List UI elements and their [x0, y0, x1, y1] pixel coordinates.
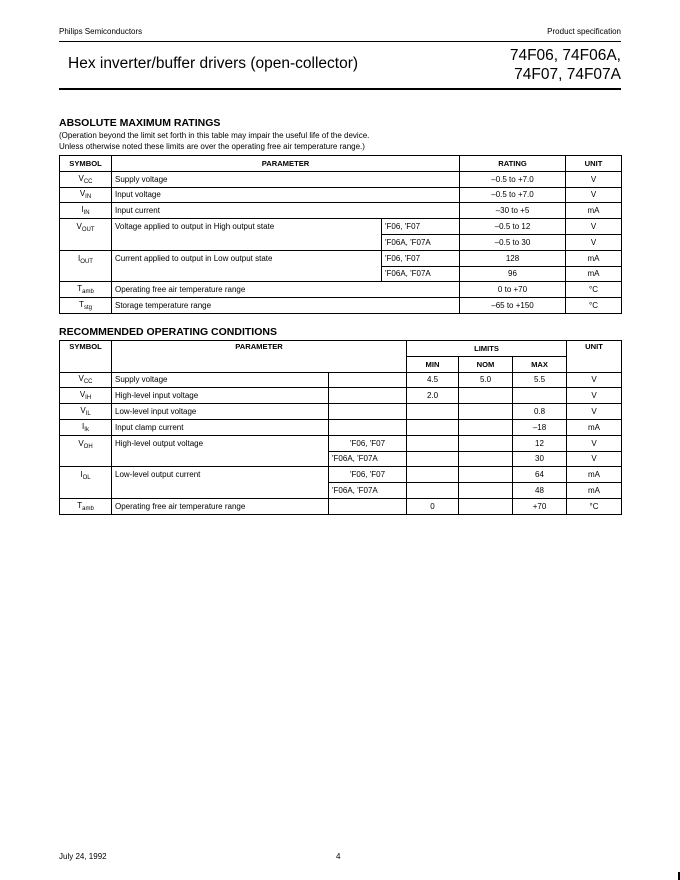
amr-col-unit: UNIT — [566, 156, 622, 172]
table-row — [60, 388, 622, 404]
table-row — [60, 250, 622, 266]
parameter-cell: High-level input voltage — [112, 388, 329, 404]
max-cell: 30 — [513, 451, 567, 467]
parameter-cell: Input clamp current — [112, 419, 329, 435]
rating-cell: 0 to +70 — [460, 282, 566, 298]
symbol-cell: $I_{Ik}$ — [60, 419, 112, 435]
roc-section-title: RECOMMENDED OPERATING CONDITIONS — [59, 326, 277, 338]
parameter-cell: Operating free air temperature range — [112, 498, 329, 514]
symbol-cell: $T_{stg}$ — [60, 298, 112, 314]
condition-cell: 'F06, 'F07 — [329, 435, 407, 451]
rating-cell: –0.5 to +7.0 — [460, 187, 566, 203]
unit-cell: V — [566, 219, 622, 235]
header-bottom-rule — [59, 88, 621, 90]
table-row — [60, 467, 622, 483]
amr-col-symbol: SYMBOL — [60, 156, 112, 172]
symbol-cell: $V_{IH}$ — [60, 388, 112, 404]
parameter-cell: Input voltage — [112, 187, 460, 203]
condition-cell — [329, 404, 407, 420]
unit-cell: V — [567, 404, 622, 420]
symbol-cell: $T_{amb}$ — [60, 498, 112, 514]
document-type: Product specification — [547, 27, 621, 36]
rating-cell: 128 — [460, 250, 566, 266]
amr-table — [59, 155, 622, 314]
condition-cell — [329, 498, 407, 514]
unit-cell: V — [567, 435, 622, 451]
roc-col-min: MIN — [407, 356, 459, 372]
symbol-cell: $V_{IN}$ — [60, 187, 112, 203]
nom-cell: 5.0 — [459, 372, 513, 388]
part-numbers — [510, 46, 621, 84]
amr-note — [59, 131, 369, 152]
table-row — [60, 435, 622, 451]
company-name: Philips Semiconductors — [59, 27, 143, 36]
max-cell: –18 — [513, 419, 567, 435]
symbol-cell: $T_{amb}$ — [60, 282, 112, 298]
max-cell: 64 — [513, 467, 567, 483]
symbol-cell: $I_{IN}$ — [60, 203, 112, 219]
roc-col-limits: LIMITS — [407, 341, 567, 357]
table-row — [60, 282, 622, 298]
unit-cell: V — [567, 451, 622, 467]
unit-cell: °C — [566, 298, 622, 314]
nom-cell — [459, 483, 513, 499]
symbol-cell: $I_{OL}$ — [60, 467, 112, 499]
roc-col-nom: NOM — [459, 356, 513, 372]
nom-cell — [459, 498, 513, 514]
parameter-cell: Supply voltage — [112, 171, 460, 187]
min-cell — [407, 451, 459, 467]
nom-cell — [459, 404, 513, 420]
table-row — [60, 419, 622, 435]
unit-cell: V — [566, 187, 622, 203]
rating-cell: 96 — [460, 266, 566, 282]
unit-cell: °C — [566, 282, 622, 298]
condition-cell: 'F06A, 'F07A — [329, 451, 407, 467]
rating-cell: –0.5 to 12 — [460, 219, 566, 235]
min-cell — [407, 419, 459, 435]
table-row — [60, 498, 622, 514]
nom-cell — [459, 419, 513, 435]
condition-cell — [329, 388, 407, 404]
parameter-cell: Low-level output current — [112, 467, 329, 499]
min-cell — [407, 404, 459, 420]
part-numbers-line-1: 74F06, 74F06A, — [509, 47, 621, 64]
rating-cell: –65 to +150 — [460, 298, 566, 314]
condition-cell: 'F06A, 'F07A — [382, 266, 460, 282]
condition-cell: 'F06, 'F07 — [382, 219, 460, 235]
parameter-cell: Operating free air temperature range — [112, 282, 460, 298]
rating-cell: –30 to +5 — [460, 203, 566, 219]
unit-cell: V — [566, 171, 622, 187]
parameter-cell: Voltage applied to output in High output state — [112, 219, 382, 251]
symbol-cell: $I_{OUT}$ — [60, 250, 112, 282]
roc-col-symbol: SYMBOL — [60, 341, 112, 373]
unit-cell: mA — [567, 467, 622, 483]
symbol-cell: $V_{IL}$ — [60, 404, 112, 420]
table-row — [60, 203, 622, 219]
max-cell: 0.8 — [513, 404, 567, 420]
condition-cell: 'F06A, 'F07A — [382, 234, 460, 250]
condition-cell — [329, 372, 407, 388]
header-top-rule — [59, 41, 621, 42]
table-row — [60, 171, 622, 187]
unit-cell: mA — [566, 203, 622, 219]
max-cell: 48 — [513, 483, 567, 499]
max-cell: 12 — [513, 435, 567, 451]
amr-col-parameter: PARAMETER — [112, 156, 460, 172]
min-cell — [407, 483, 459, 499]
parameter-cell: Storage temperature range — [112, 298, 460, 314]
symbol-cell: $V_{CC}$ — [60, 372, 112, 388]
roc-table — [59, 340, 622, 515]
condition-cell — [329, 419, 407, 435]
table-row — [60, 372, 622, 388]
nom-cell — [459, 388, 513, 404]
max-cell: +70 — [513, 498, 567, 514]
min-cell: 2.0 — [407, 388, 459, 404]
unit-cell: V — [567, 372, 622, 388]
amr-note-line-1: (Operation beyond the limit set forth in this table may impair the useful life of the device. — [59, 131, 370, 140]
unit-cell: V — [567, 388, 622, 404]
roc-col-max: MAX — [513, 356, 567, 372]
condition-cell: 'F06, 'F07 — [329, 467, 407, 483]
amr-section-title: ABSOLUTE MAXIMUM RATINGS — [59, 117, 221, 129]
symbol-cell: $V_{OH}$ — [60, 435, 112, 467]
min-cell: 4.5 — [407, 372, 459, 388]
roc-header-row — [60, 341, 622, 357]
part-numbers-line-2: 74F07, 74F07A — [514, 66, 621, 83]
roc-col-unit: UNIT — [567, 341, 622, 373]
nom-cell — [459, 467, 513, 483]
min-cell — [407, 467, 459, 483]
footer-page-number: 4 — [336, 852, 341, 861]
table-row — [60, 404, 622, 420]
footer-date: July 24, 1992 — [59, 852, 107, 861]
table-row — [60, 187, 622, 203]
nom-cell — [459, 435, 513, 451]
min-cell — [407, 435, 459, 451]
symbol-cell: $V_{CC}$ — [60, 171, 112, 187]
rating-cell: –0.5 to +7.0 — [460, 171, 566, 187]
amr-header-row — [60, 156, 622, 172]
symbol-cell: $V_{OUT}$ — [60, 219, 112, 251]
table-row — [60, 219, 622, 235]
unit-cell: mA — [567, 483, 622, 499]
parameter-cell: Input current — [112, 203, 460, 219]
amr-col-rating: RATING — [460, 156, 566, 172]
max-cell: 5.5 — [513, 372, 567, 388]
max-cell — [513, 388, 567, 404]
document-title: Hex inverter/buffer drivers (open-collector) — [68, 55, 359, 72]
table-row — [60, 298, 622, 314]
unit-cell: V — [566, 234, 622, 250]
condition-cell: 'F06, 'F07 — [382, 250, 460, 266]
amr-note-line-2: Unless otherwise noted these limits are over the operating free air temperature range.) — [59, 141, 365, 151]
unit-cell: mA — [567, 419, 622, 435]
unit-cell: mA — [566, 266, 622, 282]
parameter-cell: Low-level input voltage — [112, 404, 329, 420]
rating-cell: –0.5 to 30 — [460, 234, 566, 250]
parameter-cell: Supply voltage — [112, 372, 329, 388]
condition-cell: 'F06A, 'F07A — [329, 483, 407, 499]
min-cell: 0 — [407, 498, 459, 514]
roc-col-parameter: PARAMETER — [112, 341, 407, 373]
nom-cell — [459, 451, 513, 467]
parameter-cell: Current applied to output in Low output state — [112, 250, 382, 282]
parameter-cell: High-level output voltage — [112, 435, 329, 467]
unit-cell: °C — [567, 498, 622, 514]
unit-cell: mA — [566, 250, 622, 266]
